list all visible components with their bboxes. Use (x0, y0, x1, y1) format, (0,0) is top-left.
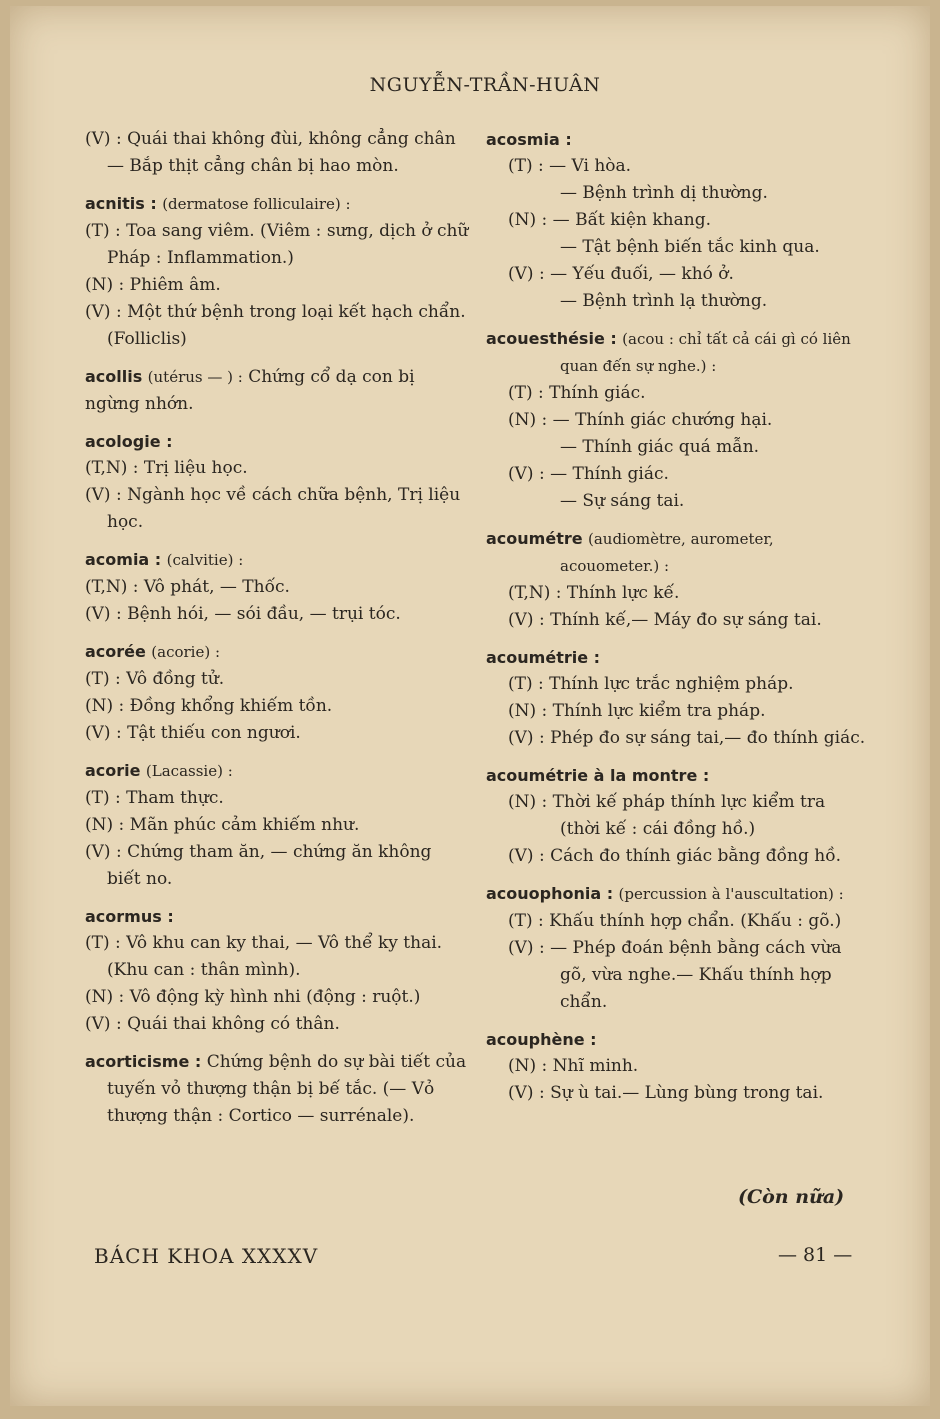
definition-n-continued: — Tật bệnh biến tắc kinh qua. (560, 237, 820, 257)
headword: acouphène : (486, 1030, 597, 1049)
definition-v-continued: — Bắp thịt cẳng chân bị hao mòn. (107, 156, 399, 176)
definition-n: (N) : Thời kế pháp thính lực kiểm tra (thời kế : cái đồng hồ.) (508, 792, 826, 839)
headword: acnitis : (85, 194, 157, 213)
definition-v: (V) : Tật thiếu con ngươi. (85, 723, 301, 743)
headword: acorée (85, 642, 146, 661)
headword: acorie (85, 761, 141, 780)
definition-n: (N) : Đồng khổng khiếm tồn. (85, 696, 333, 716)
definition-v: (V) : Ngành học về cách chữa bệnh, Trị liệu học. (85, 485, 461, 532)
definition-text: Chứng bệnh do sự bài tiết của tuyến vỏ thượng thận bị bế tắc. (— Vỏ thượng thận : Cortico — surrénale). (107, 1052, 467, 1126)
headword: acormus : (85, 907, 174, 926)
definition-n: (N) : — Thính giác chướng hại. (508, 410, 773, 430)
definition-tn: (T,N) : Thính lực kế. (508, 583, 680, 603)
definition-t: (T) : Khấu thính hợp chẩn. (Khấu : gõ.) (508, 911, 842, 931)
definition-t: (T) : — Vi hòa. (508, 156, 632, 176)
definition-n: (N) : Phiêm âm. (85, 275, 221, 295)
headword-note: (calvitie) : (166, 551, 244, 569)
magazine-issue: BÁCH KHOA XXXXV (94, 1244, 319, 1268)
entry-acormus (85, 903, 470, 1038)
definition-v: (V) : Chứng tham ăn, — chứng ăn không biết no. (85, 842, 432, 889)
entry-acologie (85, 428, 470, 536)
magazine-page (10, 6, 930, 1406)
headword-note: (percussion à l'auscultation) : (618, 885, 844, 903)
definition-text: Chứng cổ dạ con bị ngừng nhớn. (85, 367, 415, 414)
definition-t: (T) : Thính lực trắc nghiệm pháp. (508, 674, 794, 694)
definition-n: (N) : Mãn phúc cảm khiếm như. (85, 815, 360, 835)
definition-n: (N) : Vô động kỳ hình nhi (động : ruột.) (85, 987, 421, 1007)
entry-acoumetrie (486, 644, 868, 752)
entry-acomia (85, 546, 470, 628)
definition-n: (N) : — Bất kiện khang. (508, 210, 711, 230)
definition-v-continued: — Sự sáng tai. (560, 491, 685, 511)
entry-acouphene (486, 1026, 868, 1107)
left-column (85, 126, 470, 1140)
definition-v: (V) : Quái thai không có thân. (85, 1014, 340, 1034)
headword-note: (dermatose folliculaire) : (162, 195, 351, 213)
definition-v: (V) : Cách đo thính giác bằng đồng hồ. (508, 846, 842, 866)
definition-n: (N) : Thính lực kiểm tra pháp. (508, 701, 766, 721)
entry-acoumetrie-montre (486, 762, 868, 870)
headword-note: (audiomètre, aurometer, acouometer.) : (560, 530, 774, 575)
definition-tn: (T,N) : Vô phát, — Thốc. (85, 577, 290, 597)
entry-acnitis (85, 190, 470, 353)
definition-v: (V) : — Yếu đuối, — khó ở. (508, 264, 734, 284)
definition-t-continued: — Bệnh trình dị thường. (560, 183, 768, 203)
entry-acorie (85, 757, 470, 893)
entry-acosmia (486, 126, 868, 315)
definition-tn: (T,N) : Trị liệu học. (85, 458, 248, 478)
headword: acomia : (85, 550, 162, 569)
headword: acosmia : (486, 130, 572, 149)
definition-v: (V) : — Phép đoán bệnh bằng cách vừa gõ, vừa nghe.— Khấu thính hợp chẩn. (508, 938, 842, 1012)
definition-v: (V) : Quái thai không đùi, không cẳng chân (85, 129, 456, 149)
definition-v-continued: — Bệnh trình lạ thường. (560, 291, 768, 311)
definition-t: (T) : Vô đồng tử. (85, 669, 225, 689)
definition-t: (T) : Toa sang viêm. (Viêm : sưng, dịch ở chữ Pháp : Inflammation.) (85, 221, 469, 268)
headword: acollis (85, 367, 143, 386)
entry-continuation (85, 126, 470, 180)
definition-t: (T) : Vô khu can ky thai, — Vô thể ky thai. (Khu can : thân mình). (85, 933, 443, 980)
entry-acoumetre (486, 525, 868, 634)
definition-n-continued: — Thính giác quá mẫn. (560, 437, 760, 457)
headword-note: (Lacassie) : (145, 762, 233, 780)
definition-v: (V) : Phép đo sự sáng tai,— đo thính giác. (508, 728, 866, 748)
definition-v: (V) : — Thính giác. (508, 464, 669, 484)
entry-acollis (85, 363, 470, 418)
definition-v: (V) : Một thứ bệnh trong loại kết hạch chẩn. (Folliclis) (85, 302, 466, 349)
definition-t: (T) : Thính giác. (508, 383, 646, 403)
headword-note: (acou : chỉ tất cả cái gì có liên quan đến sự nghe.) : (560, 330, 851, 375)
headword: acorticisme : (85, 1052, 202, 1071)
headword: acologie : (85, 432, 173, 451)
headword: acouesthésie : (486, 329, 617, 348)
headword: acoumétrie : (486, 648, 601, 667)
to-be-continued: (Còn nữa) (738, 1186, 845, 1208)
headword: acoumétrie à la montre : (486, 766, 710, 785)
page-header: NGUYỄN-TRẦN-HUÂN (369, 74, 601, 96)
right-column (486, 126, 868, 1117)
page-number: — 81 — (778, 1244, 853, 1266)
definition-n: (N) : Nhĩ minh. (508, 1056, 639, 1076)
entry-acoree (85, 638, 470, 747)
headword: acoumétre (486, 529, 583, 548)
definition-v: (V) : Sự ù tai.— Lùng bùng trong tai. (508, 1083, 824, 1103)
headword: acouophonia : (486, 884, 614, 903)
entry-acorticisme (85, 1048, 470, 1130)
definition-v: (V) : Bệnh hói, — sói đầu, — trụi tóc. (85, 604, 401, 624)
headword-note: (utérus — ) : (147, 368, 243, 386)
entry-acouophonia (486, 880, 868, 1016)
definition-t: (T) : Tham thực. (85, 788, 224, 808)
headword-note: (acorie) : (151, 643, 221, 661)
entry-acouesthesie (486, 325, 868, 515)
definition-v: (V) : Thính kế,— Máy đo sự sáng tai. (508, 610, 822, 630)
